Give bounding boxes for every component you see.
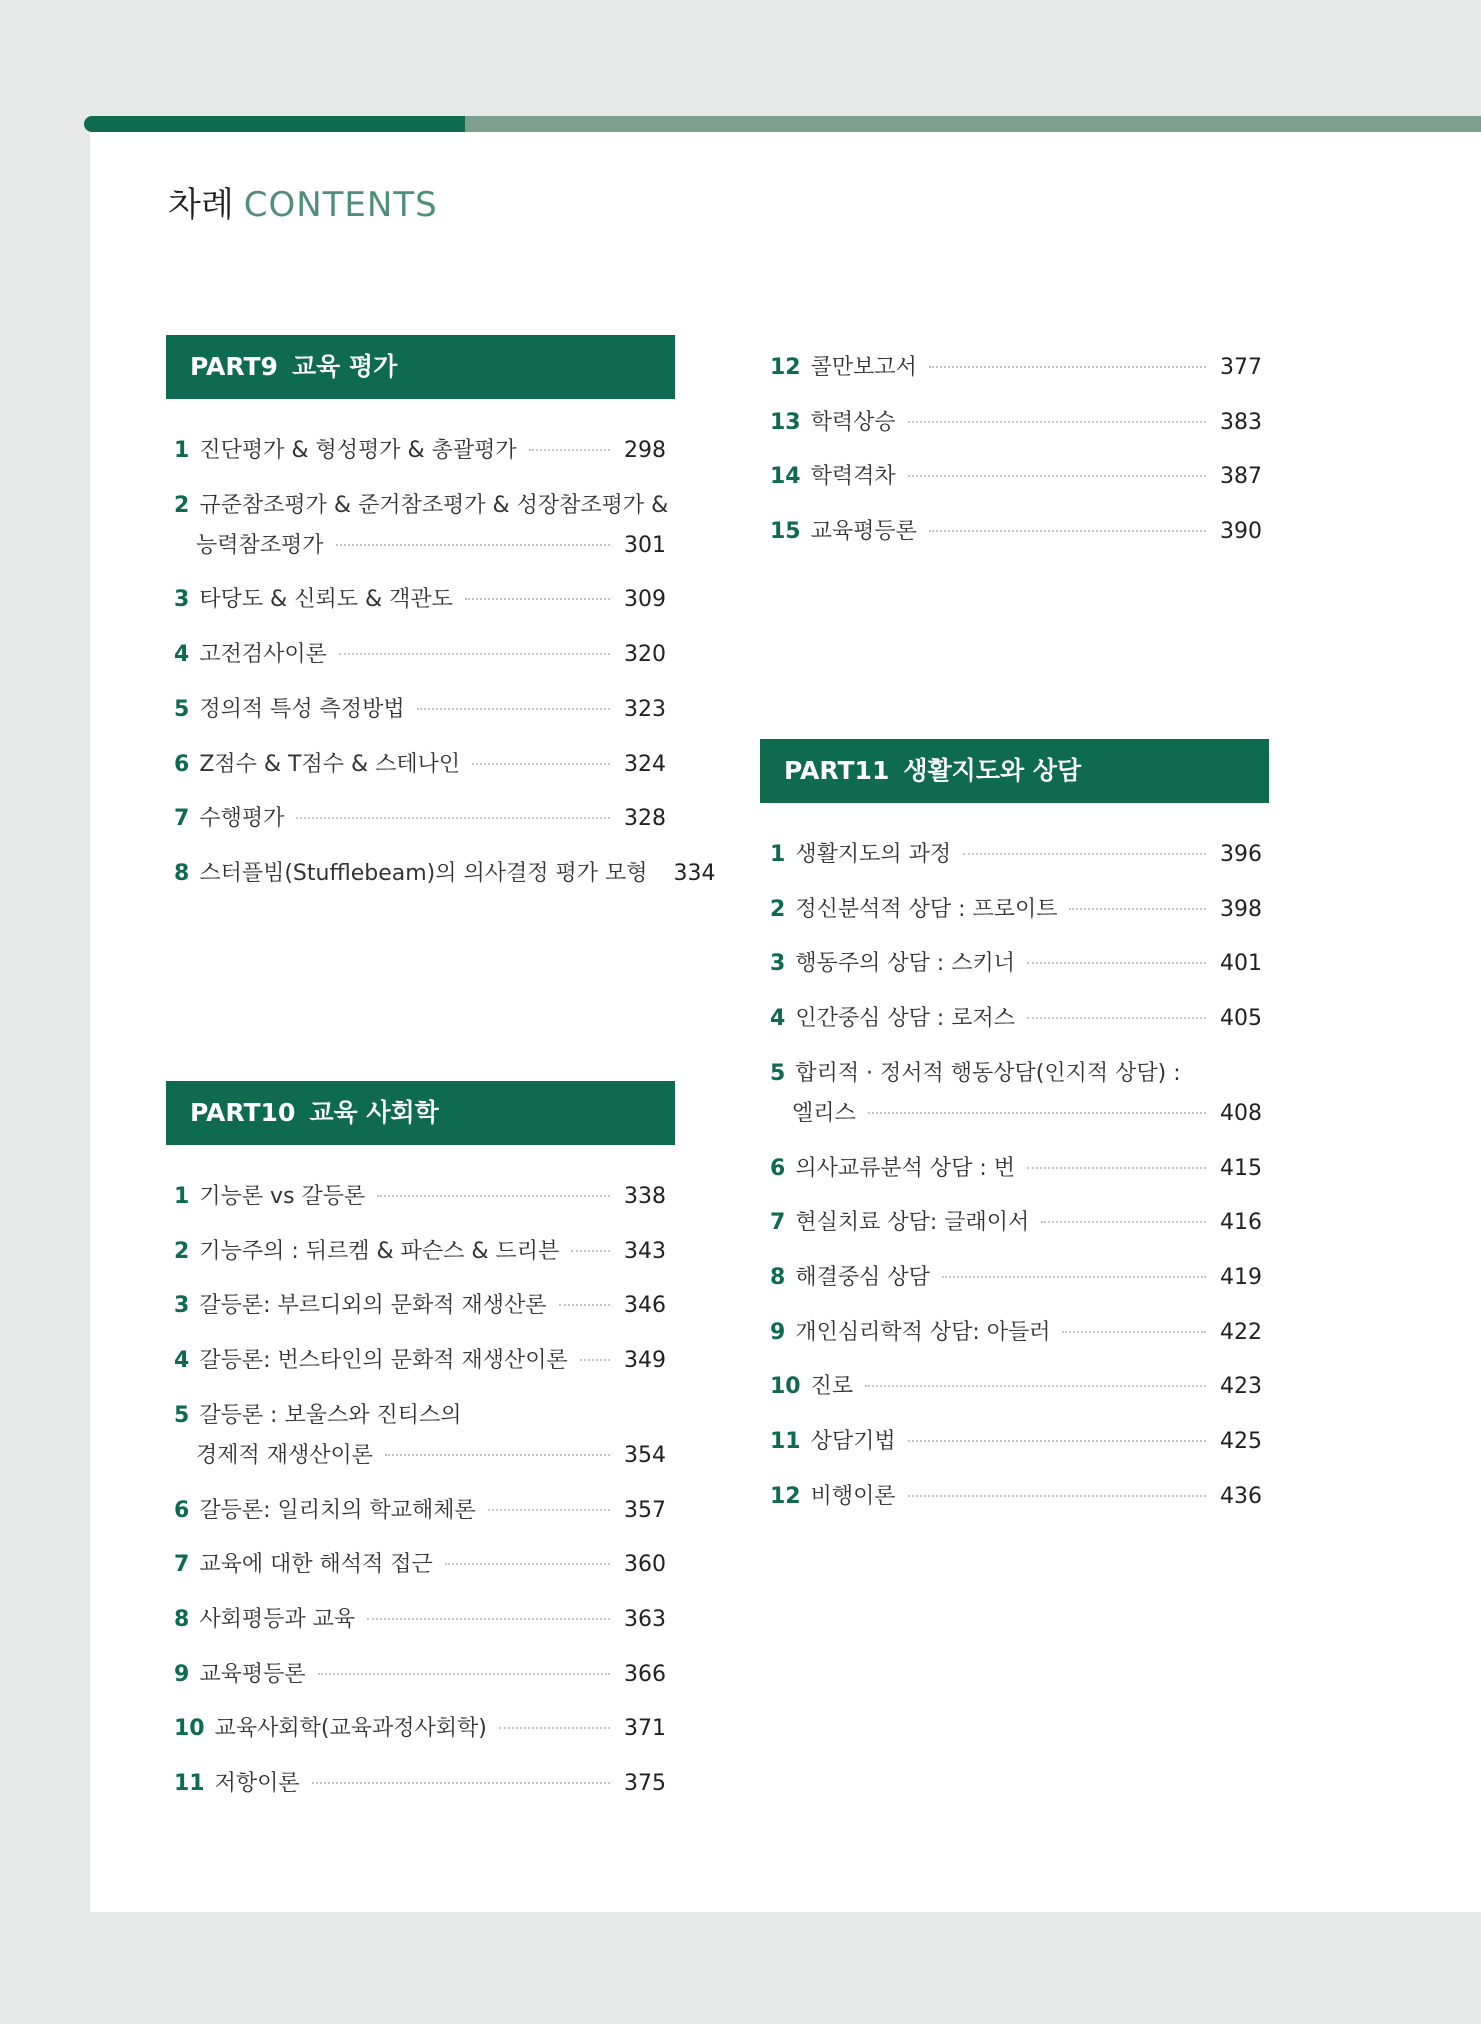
toc-entry-first-line xyxy=(770,1428,1262,1456)
toc-entry-title: 생활지도의 과정 xyxy=(795,842,952,867)
dot-leader xyxy=(488,1509,610,1511)
toc-entry-page-number: 360 xyxy=(624,1552,666,1578)
toc-entry-number: 8 xyxy=(174,860,190,886)
toc-entry[interactable] xyxy=(770,463,1262,491)
toc-entry[interactable] xyxy=(174,641,666,669)
toc-entry-page-number: 298 xyxy=(624,438,666,463)
toc-entry-page-number: 390 xyxy=(1220,519,1262,545)
toc-entry-page-number: 401 xyxy=(1220,951,1262,977)
toc-entry-page-number: 396 xyxy=(1220,842,1262,867)
toc-entry-page-number: 423 xyxy=(1220,1374,1262,1400)
toc-entry-title: 저항이론 xyxy=(214,1771,300,1796)
dot-leader xyxy=(1062,1331,1206,1333)
toc-entry-number: 9 xyxy=(770,1319,786,1345)
title-english: CONTENTS xyxy=(243,185,438,225)
toc-entry-number: 5 xyxy=(174,1402,190,1428)
dot-leader xyxy=(377,1195,610,1197)
toc-entry[interactable] xyxy=(770,518,1262,546)
toc-entry-first-line xyxy=(174,586,666,614)
toc-entry-title: 교육평등론 xyxy=(810,519,917,545)
toc-entry-title: 진로 xyxy=(810,1374,854,1400)
toc-entry-first-line xyxy=(174,860,716,888)
toc-entry[interactable] xyxy=(174,586,666,614)
toc-entry[interactable] xyxy=(770,950,1262,978)
top-accent-bar xyxy=(84,116,469,132)
toc-entry[interactable] xyxy=(770,1155,1262,1183)
toc-entry-number: 1 xyxy=(770,842,786,867)
toc-entry-number: 9 xyxy=(174,1661,190,1687)
part-tag: PART11 xyxy=(784,756,890,785)
toc-entry-title: 갈등론: 번스타인의 문화적 재생산이론 xyxy=(199,1348,568,1374)
toc-entry[interactable] xyxy=(174,805,666,833)
toc-entry-number: 15 xyxy=(770,519,801,545)
dot-leader xyxy=(367,1618,610,1620)
top-bar xyxy=(465,116,1481,132)
toc-entry[interactable] xyxy=(174,1661,666,1689)
toc-entry-title: 수행평가 xyxy=(199,806,285,832)
toc-entry[interactable] xyxy=(174,1347,666,1375)
toc-entry-title: 교육에 대한 해석적 접근 xyxy=(199,1552,433,1578)
toc-entry-first-line xyxy=(174,1183,666,1211)
toc-entry[interactable] xyxy=(174,1606,666,1634)
toc-entry-page-number: 363 xyxy=(624,1606,666,1632)
part10-header xyxy=(166,1081,675,1145)
toc-entry-number: 6 xyxy=(174,1497,190,1523)
toc-entry-page-number: 349 xyxy=(624,1348,666,1374)
toc-entry[interactable] xyxy=(770,896,1262,924)
toc-entry-number: 7 xyxy=(770,1210,786,1236)
toc-entry-title: 스터플빔(Stufflebeam)의 의사결정 평가 모형 xyxy=(199,860,648,886)
toc-entry-number: 11 xyxy=(174,1771,205,1796)
toc-entry-first-line xyxy=(770,354,1262,382)
toc-entry-first-line xyxy=(770,950,1262,978)
toc-entry-title: 타당도 & 신뢰도 & 객관도 xyxy=(199,587,453,613)
toc-entry-title: 갈등론: 일리치의 학교해체론 xyxy=(199,1497,476,1523)
toc-entry-number: 6 xyxy=(174,751,190,777)
toc-entry-page-number: 324 xyxy=(624,751,666,777)
toc-entry-page-number: 383 xyxy=(1220,409,1262,435)
toc-entry-number: 3 xyxy=(174,1293,190,1319)
dot-leader xyxy=(929,530,1206,532)
toc-entry-number: 5 xyxy=(174,696,190,722)
toc-entry-number: 11 xyxy=(770,1429,801,1454)
toc-entry-first-line xyxy=(174,1238,666,1266)
toc-entry-title: 갈등론: 부르디외의 문화적 재생산론 xyxy=(199,1293,547,1319)
dot-leader xyxy=(929,366,1206,368)
dot-leader xyxy=(465,598,610,600)
dot-leader xyxy=(942,1276,1206,1278)
toc-entry-page-number: 398 xyxy=(1220,896,1262,922)
toc-entry-title: 상담기법 xyxy=(810,1429,896,1454)
toc-entry-first-line xyxy=(174,492,669,520)
toc-entry[interactable] xyxy=(174,492,669,560)
toc-entry-page-number: 328 xyxy=(624,806,666,832)
toc-entry-title: 진단평가 & 형성평가 & 총괄평가 xyxy=(199,438,517,463)
part-name: 교육 사회학 xyxy=(309,1098,439,1127)
toc-entry-first-line xyxy=(770,1264,1262,1292)
toc-entry-first-line xyxy=(174,805,666,833)
toc-entry-first-line xyxy=(174,751,666,779)
toc-entry-title: 기능론 vs 갈등론 xyxy=(199,1184,366,1209)
toc-entry-page-number: 375 xyxy=(624,1771,666,1796)
toc-entry-page-number: 320 xyxy=(624,642,666,668)
toc-entry-title: 정의적 특성 측정방법 xyxy=(199,696,405,722)
toc-entry-first-line xyxy=(770,1373,1262,1401)
toc-entry-page-number: 419 xyxy=(1220,1264,1262,1290)
dot-leader xyxy=(908,475,1206,477)
toc-entry[interactable] xyxy=(174,1238,666,1266)
toc-entry-page-number: 415 xyxy=(1220,1155,1262,1181)
dot-leader xyxy=(472,763,610,765)
dot-leader xyxy=(1027,1017,1206,1019)
toc-entry-number: 8 xyxy=(770,1264,786,1290)
toc-entry-title: 해결중심 상담 xyxy=(795,1264,930,1290)
toc-entry-continued-line xyxy=(174,532,666,560)
toc-entry-page-number: 387 xyxy=(1220,464,1262,490)
toc-entry-number: 12 xyxy=(770,1483,801,1509)
toc-entry[interactable] xyxy=(770,1264,1262,1292)
toc-entry-page-number: 405 xyxy=(1220,1006,1262,1032)
toc-entry-title: 교육사회학(교육과정사회학) xyxy=(214,1716,487,1742)
toc-entry-first-line xyxy=(770,1005,1262,1033)
toc-entry-page-number: 377 xyxy=(1220,355,1262,380)
part-tag: PART10 xyxy=(190,1098,296,1127)
toc-entry-title: 콜만보고서 xyxy=(810,355,917,380)
toc-entry-number: 8 xyxy=(174,1606,190,1632)
dot-leader xyxy=(385,1454,610,1456)
dot-leader xyxy=(529,449,610,451)
toc-entry-page-number: 436 xyxy=(1220,1483,1262,1509)
toc-entry-page-number: 323 xyxy=(624,696,666,722)
toc-entry-page-number: 334 xyxy=(673,860,716,886)
toc-entry-number: 4 xyxy=(770,1006,786,1032)
toc-entry-page-number: 425 xyxy=(1220,1429,1262,1454)
toc-entry-first-line xyxy=(770,518,1262,546)
toc-entry-title: 교육평등론 xyxy=(199,1661,306,1687)
toc-entry-number: 7 xyxy=(174,1552,190,1578)
toc-entry-title: 엘리스 xyxy=(792,1100,856,1126)
dot-leader xyxy=(908,421,1206,423)
toc-entry-first-line xyxy=(770,1060,1262,1088)
toc-entry-first-line xyxy=(174,1715,666,1743)
toc-entry[interactable] xyxy=(174,1497,666,1525)
toc-entry-title: 현실치료 상담: 글래이서 xyxy=(795,1210,1030,1236)
toc-entry-first-line xyxy=(174,1661,666,1689)
part-name: 생활지도와 상담 xyxy=(903,756,1082,785)
dot-leader xyxy=(1027,1167,1206,1169)
toc-entry-title: 정신분석적 상담 : 프로이트 xyxy=(795,896,1058,922)
toc-entry-first-line xyxy=(770,1155,1262,1183)
toc-entry[interactable] xyxy=(770,1483,1262,1511)
toc-entry-page-number: 416 xyxy=(1220,1210,1262,1236)
dot-leader xyxy=(318,1673,610,1675)
toc-entry-first-line xyxy=(174,1551,666,1579)
dot-leader xyxy=(865,1385,1206,1387)
part-tag: PART9 xyxy=(190,352,278,381)
part9-header xyxy=(166,335,675,399)
toc-entry-title: 학력격차 xyxy=(810,464,896,490)
toc-entry-first-line xyxy=(174,641,666,669)
toc-entry-first-line xyxy=(770,463,1262,491)
toc-entry[interactable] xyxy=(174,696,666,724)
toc-entry[interactable] xyxy=(174,1183,666,1211)
toc-entry[interactable] xyxy=(770,354,1262,382)
toc-entry[interactable] xyxy=(770,841,1262,869)
toc-entry-number: 6 xyxy=(770,1155,786,1181)
toc-entry-title: 행동주의 상담 : 스키너 xyxy=(795,951,1015,977)
toc-entry-first-line xyxy=(770,841,1262,869)
toc-entry-first-line xyxy=(770,1209,1262,1237)
toc-entry-first-line xyxy=(174,1402,666,1430)
toc-entry-first-line xyxy=(770,896,1262,924)
dot-leader xyxy=(312,1782,610,1784)
toc-entry-title: 의사교류분석 상담 : 번 xyxy=(795,1155,1015,1181)
toc-entry-page-number: 366 xyxy=(624,1661,666,1687)
toc-entry-number: 7 xyxy=(174,806,190,832)
toc-entry-number: 3 xyxy=(770,951,786,977)
dot-leader xyxy=(908,1440,1206,1442)
toc-entry-number: 3 xyxy=(174,587,190,613)
toc-entry[interactable] xyxy=(174,751,666,779)
toc-entry[interactable] xyxy=(770,1428,1262,1456)
toc-entry[interactable] xyxy=(770,1060,1262,1128)
toc-entry-number: 4 xyxy=(174,1348,190,1374)
toc-entry-first-line xyxy=(770,1319,1262,1347)
dot-leader xyxy=(963,853,1206,855)
dot-leader xyxy=(571,1250,610,1252)
toc-entry-number: 2 xyxy=(174,1238,190,1264)
dot-leader xyxy=(580,1359,610,1361)
toc-entry-page-number: 357 xyxy=(624,1497,666,1523)
toc-entry-number: 2 xyxy=(770,896,786,922)
toc-entry-number: 13 xyxy=(770,409,801,435)
toc-entry-title: 개인심리학적 상담: 아들러 xyxy=(795,1319,1051,1345)
toc-entry-number: 1 xyxy=(174,1184,190,1209)
toc-entry-title: 인간중심 상담 : 로저스 xyxy=(795,1006,1015,1032)
toc-entry-number: 2 xyxy=(174,492,190,518)
toc-entry-title: 사회평등과 교육 xyxy=(199,1606,356,1632)
toc-entry-number: 10 xyxy=(174,1716,205,1742)
toc-entry-title: 비행이론 xyxy=(810,1483,896,1509)
toc-entry[interactable] xyxy=(174,860,716,888)
toc-entry[interactable] xyxy=(770,409,1262,437)
part-name: 교육 평가 xyxy=(291,352,398,381)
dot-leader xyxy=(499,1727,610,1729)
toc-entry[interactable] xyxy=(174,1551,666,1579)
toc-entry[interactable] xyxy=(174,1402,666,1470)
toc-entry-number: 14 xyxy=(770,464,801,490)
toc-entry-page-number: 408 xyxy=(1220,1100,1262,1126)
toc-entry-first-line xyxy=(174,1292,666,1320)
toc-entry-number: 5 xyxy=(770,1060,786,1086)
toc-entry-page-number: 301 xyxy=(624,532,666,558)
dot-leader xyxy=(1069,908,1206,910)
toc-entry-continued-line xyxy=(770,1100,1262,1128)
toc-entry-title: Z점수 & T점수 & 스테나인 xyxy=(199,751,461,777)
toc-entry-page-number: 343 xyxy=(624,1238,666,1264)
toc-entry-page-number: 309 xyxy=(624,587,666,613)
toc-entry-title: 학력상승 xyxy=(810,409,896,435)
toc-entry-page-number: 338 xyxy=(624,1184,666,1209)
dot-leader xyxy=(296,817,610,819)
toc-entry-title: 능력참조평가 xyxy=(196,532,324,558)
toc-entry-first-line xyxy=(174,437,666,465)
toc-entry-title: 고전검사이론 xyxy=(199,642,327,668)
toc-entry[interactable] xyxy=(770,1209,1262,1237)
toc-entry[interactable] xyxy=(174,1770,666,1798)
toc-entry-first-line xyxy=(770,409,1262,437)
toc-entry-page-number: 346 xyxy=(624,1293,666,1319)
part11-header xyxy=(760,739,1269,803)
dot-leader xyxy=(868,1112,1206,1114)
toc-entry-first-line xyxy=(174,1497,666,1525)
title-korean: 차례 xyxy=(168,185,234,225)
toc-entry[interactable] xyxy=(174,1715,666,1743)
toc-entry-first-line xyxy=(174,1347,666,1375)
toc-entry-page-number: 354 xyxy=(624,1442,666,1468)
page-title xyxy=(168,182,438,228)
toc-entry[interactable] xyxy=(174,437,666,465)
toc-entry-page-number: 422 xyxy=(1220,1319,1262,1345)
toc-entry-first-line xyxy=(174,696,666,724)
dot-leader xyxy=(445,1563,610,1565)
toc-entry[interactable] xyxy=(770,1319,1262,1347)
toc-entry-number: 10 xyxy=(770,1374,801,1400)
dot-leader xyxy=(417,708,610,710)
toc-entry[interactable] xyxy=(770,1373,1262,1401)
dot-leader xyxy=(1041,1221,1206,1223)
toc-entry-first-line xyxy=(174,1770,666,1798)
dot-leader xyxy=(1027,962,1206,964)
toc-entry-page-number: 371 xyxy=(624,1716,666,1742)
toc-entry-first-line xyxy=(770,1483,1262,1511)
dot-leader xyxy=(559,1304,611,1306)
toc-entry[interactable] xyxy=(770,1005,1262,1033)
toc-entry-number: 12 xyxy=(770,355,801,380)
toc-entry-title: 경제적 재생산이론 xyxy=(196,1442,374,1468)
toc-entry[interactable] xyxy=(174,1292,666,1320)
toc-entry-title: 갈등론 : 보울스와 진티스의 xyxy=(199,1402,462,1428)
toc-entry-title: 규준참조평가 & 준거참조평가 & 성장참조평가 & xyxy=(199,492,669,518)
toc-entry-number: 4 xyxy=(174,642,190,668)
toc-entry-number: 1 xyxy=(174,438,190,463)
dot-leader xyxy=(339,653,610,655)
toc-entry-title: 기능주의 : 뒤르켐 & 파슨스 & 드리븐 xyxy=(199,1238,560,1264)
dot-leader xyxy=(336,544,610,546)
toc-entry-first-line xyxy=(174,1606,666,1634)
toc-entry-continued-line xyxy=(174,1442,666,1470)
toc-entry-title: 합리적 · 정서적 행동상담(인지적 상담) : xyxy=(795,1060,1181,1086)
dot-leader xyxy=(908,1495,1206,1497)
